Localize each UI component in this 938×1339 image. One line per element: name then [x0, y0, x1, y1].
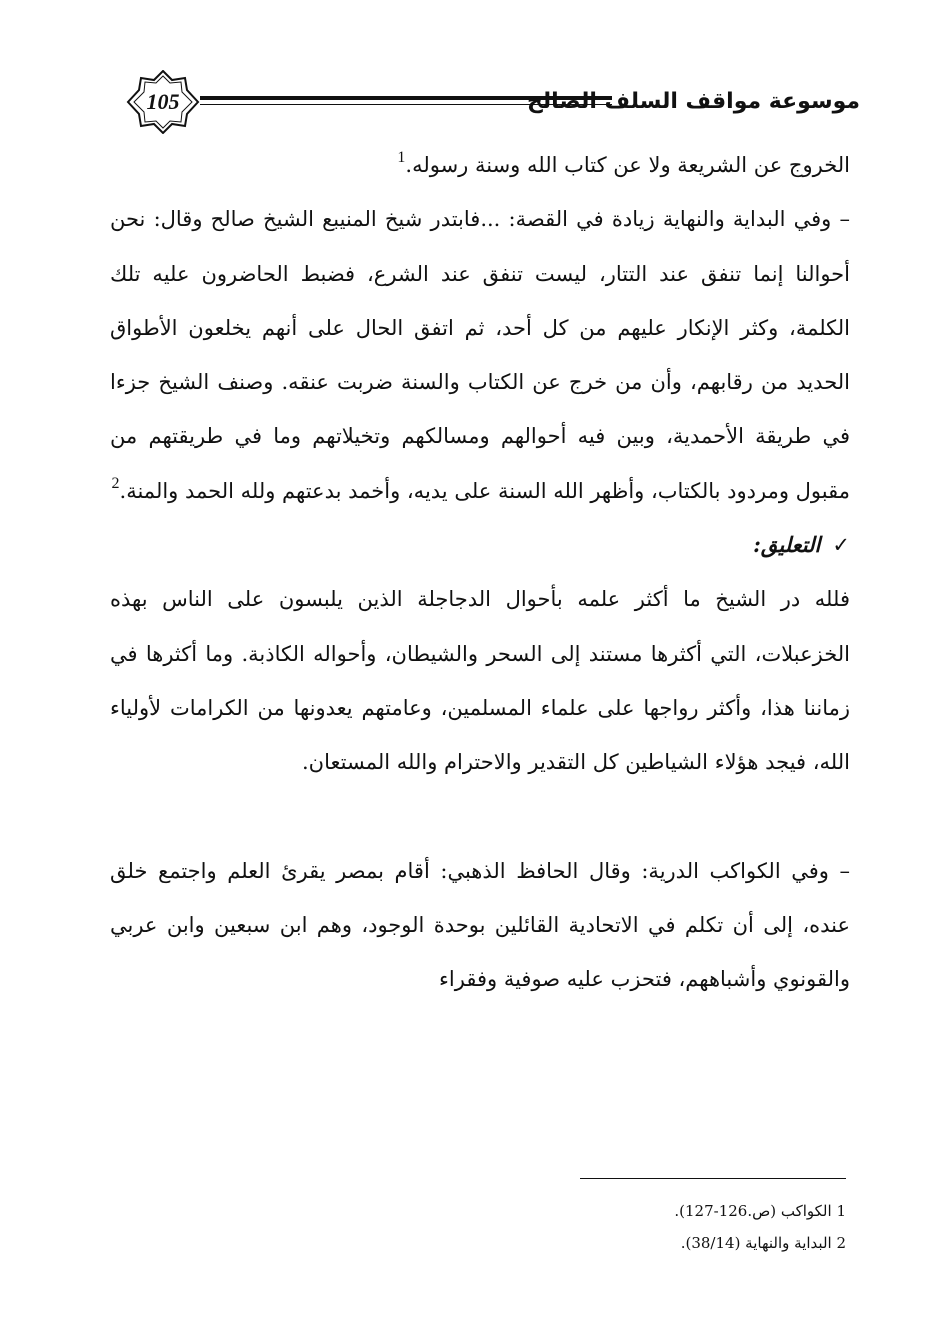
paragraph-3: فلله در الشيخ ما أكثر علمه بأحوال الدجاجلة الذين يلبسون على الناس بهذه الخزعبلات، التي أكثرها مستند إلى السحر والشيطان، وأحواله الكاذبة. وما أكثرها في زماننا هذا، وأكثر رواجها على علماء المسلمين، وعامتهم يعدونها من الكرامات لأولياء الله، فيجد هؤلاء الشياطين كل التقدير والاحترام والله المستعان.	[110, 587, 850, 775]
paragraph-1-text: الخروج عن الشريعة ولا عن كتاب الله وسنة رسوله.	[405, 153, 850, 177]
footnote-2: 2 البداية والنهاية (38/14).	[680, 1234, 846, 1252]
paragraph-2	[110, 192, 850, 518]
footnote-1: 1 الكواكب (ص.126-127).	[674, 1202, 846, 1220]
check-mark-icon: ✓	[832, 533, 850, 558]
commentary-heading-text: التعليق:	[753, 532, 821, 558]
paragraph-1	[110, 138, 850, 192]
footnote-ref-1: 1	[397, 149, 406, 166]
commentary-heading	[110, 518, 850, 572]
page-body	[110, 138, 850, 1006]
page-number: 105	[146, 89, 180, 114]
footnote-separator	[580, 1178, 846, 1179]
page-header	[120, 70, 860, 134]
paragraph-gap	[110, 790, 850, 844]
footnotes	[560, 1195, 846, 1259]
footnote-ref-2: 2	[111, 474, 120, 492]
paragraph-4: – وفي الكواكب الدرية: وقال الحافظ الذهبي: أقام بمصر يقرئ العلم واجتمع خلق عنده، إلى أن تكلم في الاتحادية القائلين بوحدة الوجود، وهم ابن سبعين وابن عربي والقونوي وأشباههم، فتحزب عليه صوفية وفقراء	[110, 858, 850, 992]
paragraph-2-text: – وفي البداية والنهاية زيادة في القصة: ...فابتدر شيخ المنيبع الشيخ صالح وقال: نحن أحوالنا إنما تنفق عند التتار، ليست تنفق عند الشرع، فضبط الحاضرون عليه تلك الكلمة، وكثر الإنكار عليهم من كل أحد، ثم اتفق الحال على أنهم يخلعون الأطواق الحديد من رقابهم، وأن من خرج عن الكتاب والسنة ضربت عنقه. وصنف الشيخ جزءا في طريقة الأحمدية، وبين فيه أحوالهم ومسالكهم وتخيلاتهم وما في طريقتهم من مقبول ومردود بالكتاب، وأظهر الله السنة على يديه، وأخمد بدعتهم ولله الحمد والمنة.	[110, 207, 850, 503]
page-number-badge	[126, 70, 200, 134]
book-title: موسوعة مواقف السلف الصالح	[527, 89, 860, 114]
